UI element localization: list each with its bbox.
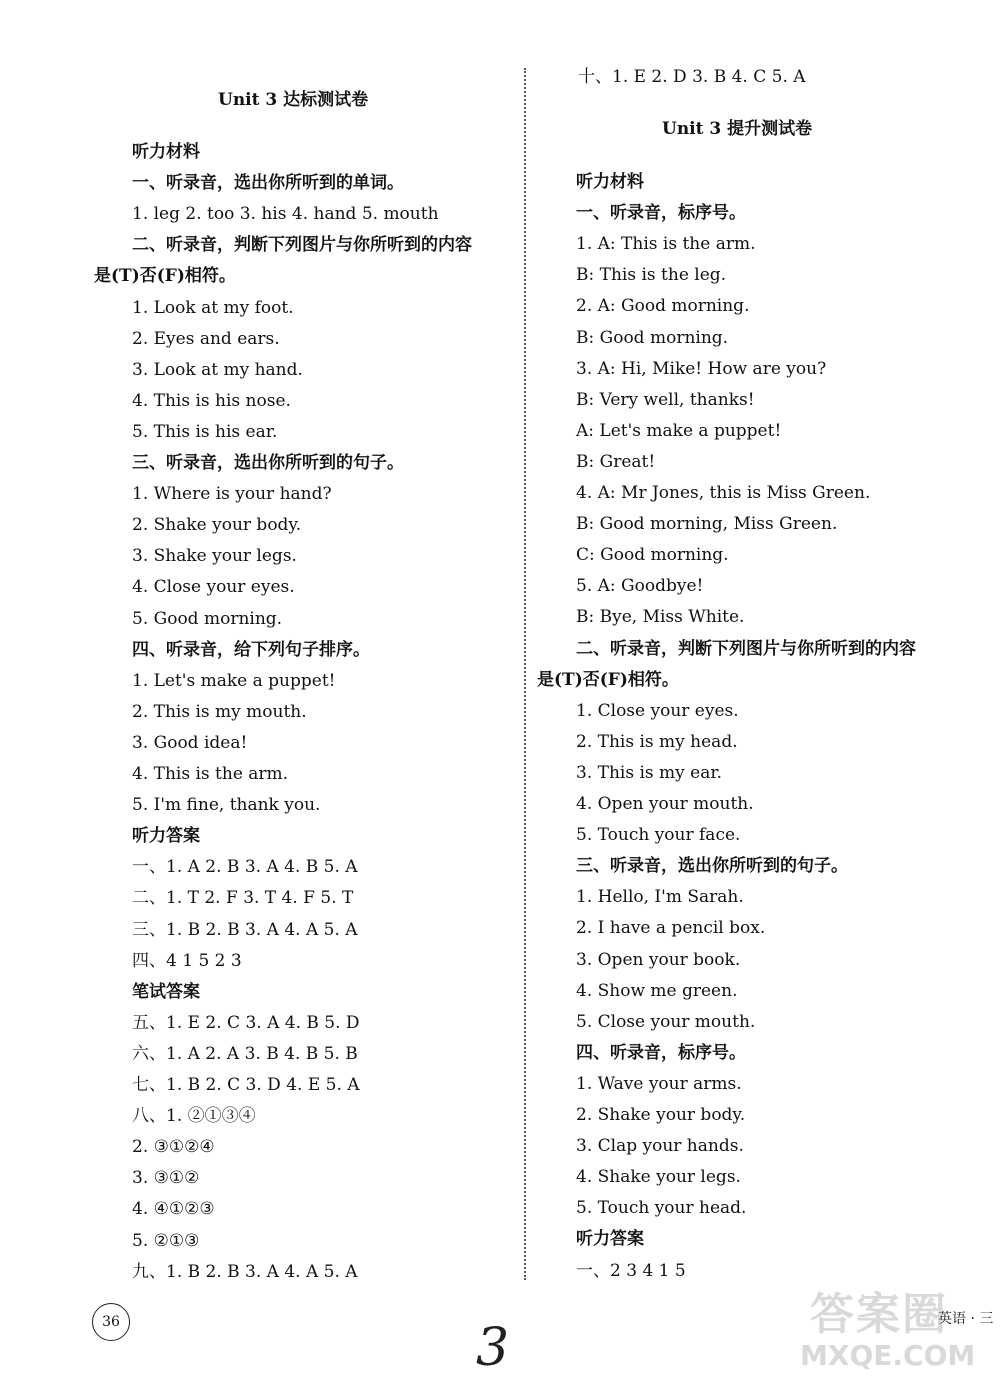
section-heading: 一、听录音，选出你所听到的单词。 (132, 173, 404, 194)
text-line: 3. Look at my hand. (132, 359, 303, 380)
text-line: 3. A: Hi, Mike! How are you? (576, 358, 827, 379)
text-line: 2. This is my head. (576, 731, 738, 752)
right-top-answer-line: 十、1. E 2. D 3. B 4. C 5. A (578, 67, 806, 87)
text-line: B: Good morning. (576, 327, 729, 348)
section-heading: 二、听录音，判断下列图片与你所听到的内容 (576, 638, 916, 659)
text-line: 六、1. A 2. A 3. B 4. B 5. B (132, 1043, 358, 1064)
watermark-url: MXQE.COM (800, 1339, 976, 1372)
text-line: 2. Shake your body. (576, 1105, 746, 1125)
watermark-text: 答案圈 (810, 1289, 948, 1340)
text-line: 2. Eyes and ears. (132, 328, 280, 349)
section-heading: 听力答案 (132, 826, 200, 847)
text-line: 4. A: Mr Jones, this is Miss Green. (576, 483, 871, 503)
text-line: 三、1. B 2. B 3. A 4. A 5. A (132, 919, 358, 940)
section-heading: 四、听录音，给下列句子排序。 (132, 639, 370, 660)
text-line: 5. I'm fine, thank you. (132, 795, 321, 816)
watermark (800, 1290, 990, 1380)
text-line: B: Very well, thanks! (576, 389, 755, 410)
text-line: 3. Open your book. (576, 949, 741, 970)
text-line: 5. ②①③ (132, 1230, 200, 1251)
subject-label: 英语 · 三 (938, 1311, 994, 1327)
text-line: 1. A: This is the arm. (576, 234, 756, 255)
text-line: 4. This is the arm. (132, 764, 289, 784)
section-heading: 是(T)否(F)相符。 (537, 669, 679, 690)
page-number: 36 (92, 1303, 130, 1341)
text-line: 3. Clap your hands. (576, 1136, 744, 1157)
text-line: 1. leg 2. too 3. his 4. hand 5. mouth (132, 204, 439, 225)
text-line: 1. Look at my foot. (132, 297, 294, 318)
text-line: 3. This is my ear. (576, 762, 723, 783)
text-line: B: Good morning, Miss Green. (576, 514, 838, 535)
column-divider (524, 68, 526, 1280)
section-heading: 笔试答案 (132, 981, 200, 1002)
text-line: 二、1. T 2. F 3. T 4. F 5. T (132, 888, 354, 909)
text-line: 一、2 3 4 1 5 (576, 1260, 686, 1281)
text-line: 3. Shake your legs. (132, 546, 297, 567)
left-title: Unit 3 达标测试卷 (218, 90, 369, 110)
text-line: 5. Close your mouth. (576, 1011, 756, 1032)
text-line: 5. Touch your head. (576, 1198, 747, 1219)
text-line: 1. Let's make a puppet! (132, 670, 336, 691)
text-line: 5. This is his ear. (132, 421, 278, 442)
text-line: 2. A: Good morning. (576, 296, 750, 317)
section-heading: 听力材料 (132, 142, 200, 162)
handwritten-mark: 3 (476, 1318, 510, 1378)
text-line: 2. I have a pencil box. (576, 918, 766, 939)
text-line: 4. ④①②③ (132, 1199, 215, 1220)
text-line: 1. Wave your arms. (576, 1073, 742, 1094)
section-heading: 三、听录音，选出你所听到的句子。 (576, 856, 848, 877)
text-line: 1. Where is your hand? (132, 484, 332, 505)
section-heading: 四、听录音，标序号。 (576, 1042, 746, 1063)
text-line: 5. A: Goodbye! (576, 576, 704, 597)
text-line: 九、1. B 2. B 3. A 4. A 5. A (132, 1261, 358, 1282)
text-line: 七、1. B 2. C 3. D 4. E 5. A (132, 1075, 360, 1095)
text-line: 2. ③①②④ (132, 1137, 215, 1158)
text-line: B: This is the leg. (576, 265, 727, 286)
text-line: 5. Good morning. (132, 608, 283, 629)
text-line: 1. Close your eyes. (576, 700, 739, 721)
text-line: 五、1. E 2. C 3. A 4. B 5. D (132, 1012, 360, 1033)
text-line: 3. Good idea! (132, 732, 248, 753)
section-heading: 三、听录音，选出你所听到的句子。 (132, 453, 404, 473)
text-line: 一、1. A 2. B 3. A 4. B 5. A (132, 857, 358, 878)
text-line: 1. Hello, I'm Sarah. (576, 887, 744, 908)
text-line: 八、1. ②①③④ (132, 1106, 256, 1127)
text-line: B: Bye, Miss White. (576, 607, 745, 628)
text-line: 4. Show me green. (576, 980, 738, 1001)
text-line: 2. This is my mouth. (132, 701, 307, 722)
section-heading: 二、听录音，判断下列图片与你所听到的内容 (132, 235, 472, 256)
section-heading: 听力答案 (576, 1229, 644, 1250)
text-line: C: Good morning. (576, 545, 729, 566)
text-line: 4. Close your eyes. (132, 577, 295, 598)
section-heading: 是(T)否(F)相符。 (94, 266, 236, 287)
text-line: A: Let's make a puppet! (576, 420, 782, 441)
text-line: 4. Open your mouth. (576, 794, 754, 814)
section-heading: 听力材料 (576, 172, 644, 192)
text-line: 5. Touch your face. (576, 825, 741, 846)
text-line: 四、4 1 5 2 3 (132, 950, 242, 971)
text-line: B: Great! (576, 451, 656, 472)
text-line: 4. This is his nose. (132, 390, 291, 411)
text-line: 3. ③①② (132, 1168, 200, 1189)
section-heading: 一、听录音，标序号。 (576, 203, 746, 224)
right-title: Unit 3 提升测试卷 (662, 119, 813, 139)
text-line: 2. Shake your body. (132, 515, 302, 536)
text-line: 4. Shake your legs. (576, 1167, 741, 1188)
